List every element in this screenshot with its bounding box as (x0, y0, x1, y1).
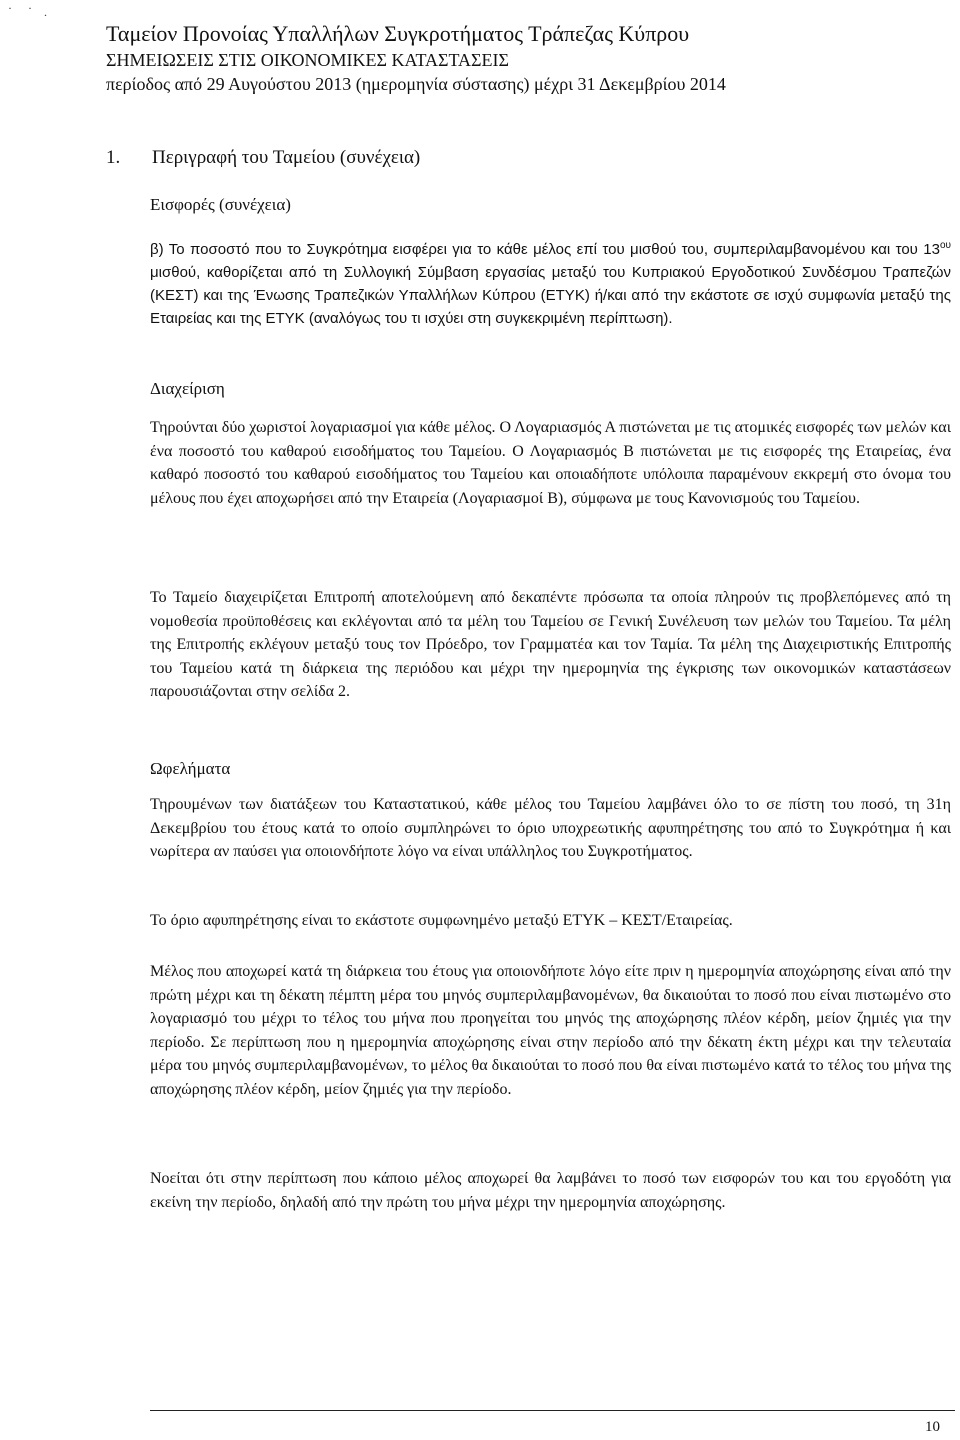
notes-title: ΣΗΜΕΙΩΣΕΙΣ ΣΤΙΣ ΟΙΚΟΝΟΜΙΚΕΣ ΚΑΤΑΣΤΑΣΕΙΣ (106, 50, 509, 70)
contributions-paragraph (150, 238, 951, 330)
document-header (106, 20, 946, 96)
benefits-paragraph-note: Νοείται ότι στην περίπτωση που κάποιο μέλος αποχωρεί θα λαμβάνει το ποσό των εισφορών του και του εργοδότη για εκείνη την περίοδο, δηλαδή από την πρώτη του μήνα μέχρι την ημερομηνία αποχώρησης. (150, 1170, 951, 1211)
management-heading: Διαχείριση (150, 379, 225, 398)
contributions-heading: Εισφορές (συνέχεια) (150, 195, 291, 214)
section-title: Περιγραφή του Ταμείου (συνέχεια) (152, 147, 421, 168)
scan-speck: · (28, 1, 32, 15)
management-paragraph-committee: Το Ταμείο διαχειρίζεται Επιτροπή αποτελούμενη από δεκαπέντε πρόσωπα τα οποία πληρούν τις προβλεπόμενες από τη νομοθεσία προϋποθέσεις και εκλέγονται από τα μέλη του Ταμείου σε Γενική Συνέλευση των μελών του Ταμείου. Τα μέλη της Επιτροπής εκλέγουν μεταξύ τους τον Πρόεδρο, τον Γραμματέα και τον Ταμία. Τα μέλη της Διαχειριστικής Επιτροπής του Ταμείου κατά τη διάρκεια της περιόδου και μέχρι την ημερομηνία της έγκρισης των οικονομικών καταστάσεων παρουσιάζονται στην σελίδα 2. (150, 589, 951, 700)
ordinal-superscript: ου (939, 240, 951, 251)
benefits-paragraph-withdrawal: Μέλος που αποχωρεί κατά τη διάρκεια του έτους για οποιονδήποτε λόγο είτε πριν η ημερομηνία αποχώρησης είναι από την πρώτη μέχρι και τη δέκατη πέμπτη μέρα του μηνός συμπεριλαμβανομένων, θα δικαιούται το ποσό που είναι πιστωμένο στο λογαριασμό του μέχρι το τέλος του μήνα που προηγείται του μηνός της αποχώρησης πλέον κέρδη, μείον ζημιές για την περίοδο. Σε περίπτωση που η ημερομηνία αποχώρησης είναι στην περίοδο από την δέκατη έκτη μέχρι και την τελευταία μέρα του μηνός συμπεριλαμβανομένων, το μέλος θα δικαιούται το ποσό που θα είναι πιστωμένο κατά το τέλος του μήνα της αποχώρησης πλέον κέρδη, μείον ζημιές για την περίοδο. (150, 963, 951, 1098)
scan-speck: · (8, 1, 12, 15)
fund-title: Ταμείον Προνοίας Υπαλλήλων Συγκροτήματος Τράπεζας Κύπρου (106, 21, 690, 46)
scan-speck: . (44, 5, 47, 19)
benefits-paragraph-retirement-age: Το όριο αφυπηρέτησης είναι το εκάστοτε συμφωνημένο μεταξύ ΕΤΥΚ – ΚΕΣΤ/Εταιρείας. (150, 912, 733, 929)
contributions-text-start: β) Το ποσοστό που το Συγκρότημα εισφέρει για το κάθε μέλος επί του μισθού του, συμπεριλαμβανομένου και του 13 (150, 241, 940, 258)
section-number: 1. (106, 147, 121, 168)
management-paragraph-accounts: Τηρούνται δύο χωριστοί λογαριασμοί για κάθε μέλος. Ο Λογαριασμός Α πιστώνεται με τις ατομικές εισφορές των μελών και ένα ποσοστό του καθαρού εισοδήματος του Ταμείου. Ο Λογαριασμός Β πιστώνεται με τις εισφορές της Εταιρείας, ένα καθαρό ποσοστό του καθαρού εισοδήματος του Ταμείου και οποιαδήποτε υπόλοιπα παραμένουν εκκρεμή στο όνομα του μέλους που έχει αποχωρήσει από την Εταιρεία (Λογαριασμοί Β), σύμφωνα με τους Κανονισμούς του Ταμείου. (150, 419, 951, 507)
benefits-paragraph-entitlement: Τηρουμένων των διατάξεων του Καταστατικού, κάθε μέλος του Ταμείου λαμβάνει όλο το σε πίστη του ποσό, τη 31η Δεκεμβρίου του έτους κατά το οποίο συμπληρώνει το όριο υποχρεωτικής αφυπηρέτησης του από το Συγκρότημα ή και νωρίτερα αν παύσει για οποιονδήποτε λόγο να είναι υπάλληλος του Συγκροτήματος. (150, 796, 951, 860)
contributions-text-end: μισθού, καθορίζεται από τη Συλλογική Σύμβαση εργασίας μεταξύ του Κυπριακού Εργοδοτικού Συνδέσμου Τραπεζών (ΚΕΣΤ) και της Ένωσης Τραπεζικών Υπαλλήλων Κύπρου (ΕΤΥΚ) ή/και από την εκάστοτε σε ισχύ συμφωνία μεταξύ της Εταιρείας και της ΕΤΥΚ (αναλόγως του τι ισχύει στη συγκεκριμένη περίπτωση). (150, 264, 951, 327)
footer-divider (150, 1410, 955, 1411)
page-number: 10 (925, 1419, 940, 1435)
benefits-heading: Ωφελήματα (150, 759, 231, 778)
section-heading (106, 145, 420, 171)
reporting-period: περίοδος από 29 Αυγούστου 2013 (ημερομηνία σύστασης) μέχρι 31 Δεκεμβρίου 2014 (106, 74, 726, 94)
